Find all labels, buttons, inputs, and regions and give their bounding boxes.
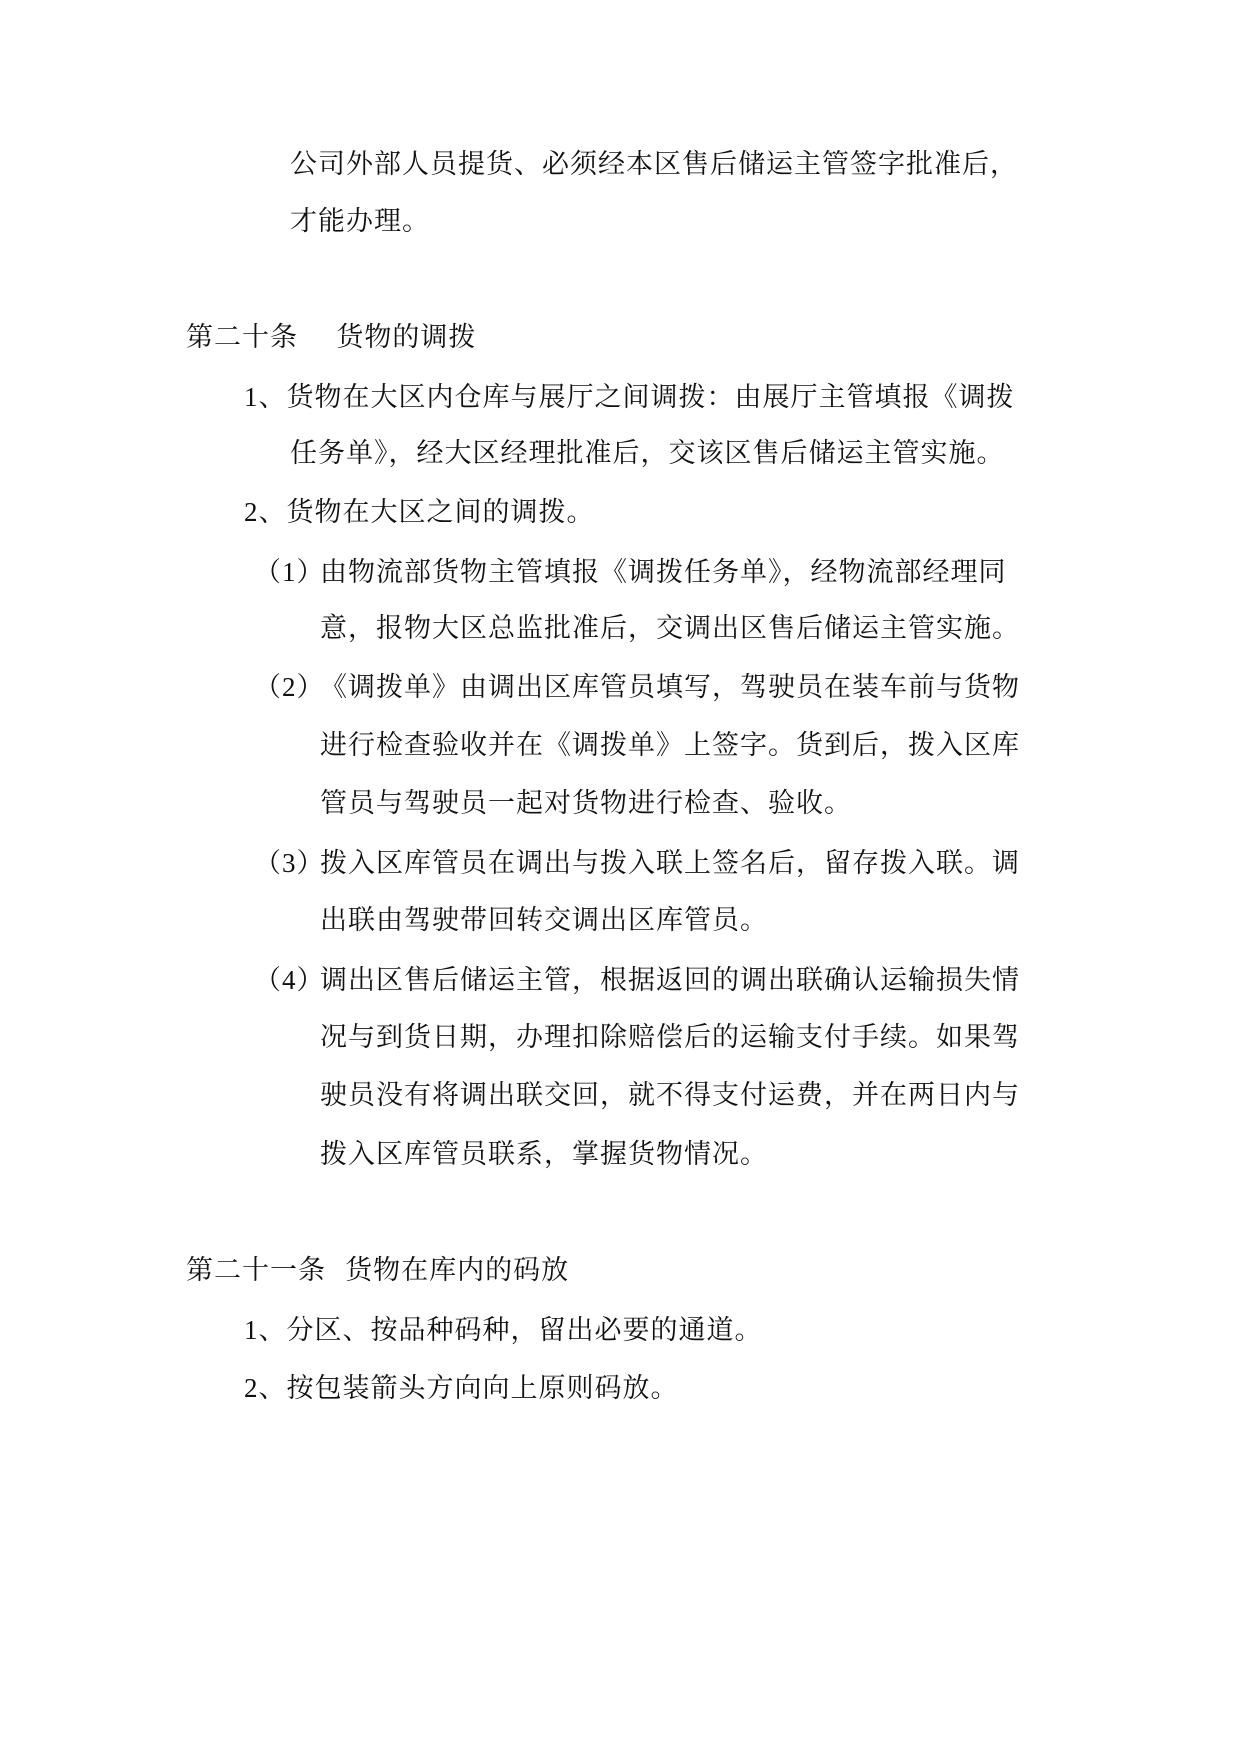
article-20-item-2 bbox=[244, 492, 595, 533]
sub-number: （4） bbox=[254, 965, 325, 995]
sub-text: 拨入区库管员在调出与拨入联上签名后，留存拨入联。调 bbox=[320, 848, 1020, 879]
article-20-sub-2 bbox=[254, 667, 1020, 708]
intro-line-2: 才能办理。 bbox=[290, 206, 430, 237]
item-number: 2、 bbox=[244, 1373, 287, 1403]
article-20-sub-1 bbox=[254, 552, 1007, 593]
item-text: 分区、按品种码种，留出必要的通道。 bbox=[286, 1315, 763, 1346]
item-text: 货物在大区之间的调拨。 bbox=[286, 497, 595, 528]
article-20-item-1-cont: 任务单》，经大区经理批准后，交该区售后储运主管实施。 bbox=[290, 438, 1005, 469]
item-text: 货物在大区内仓库与展厅之间调拨：由展厅主管填报《调拨 bbox=[286, 382, 1015, 413]
article-20-sub-4-cont-2: 驶员没有将调出联交回，就不得支付运费，并在两日内与 bbox=[320, 1080, 1020, 1111]
sub-number: （1） bbox=[254, 557, 325, 587]
article-20-sub-4-cont-3: 拨入区库管员联系，掌握货物情况。 bbox=[320, 1139, 768, 1170]
article-21-item-2 bbox=[244, 1368, 679, 1409]
sub-number: （2） bbox=[254, 672, 325, 702]
sub-number: （3） bbox=[254, 848, 325, 878]
article-20-heading: 第二十条 货物的调拨 bbox=[186, 322, 477, 353]
item-text: 按包装箭头方向向上原则码放。 bbox=[286, 1373, 679, 1404]
article-21-heading: 第二十一条 货物在库内的码放 bbox=[186, 1255, 570, 1286]
sub-text: 《调拨单》由调出区库管员填写，驾驶员在装车前与货物 bbox=[320, 672, 1020, 703]
item-number: 1、 bbox=[244, 382, 287, 412]
article-20-sub-2-cont-2: 管员与驾驶员一起对货物进行检查、验收。 bbox=[320, 788, 852, 819]
article-20-sub-3 bbox=[254, 843, 1020, 884]
sub-text: 调出区售后储运主管，根据返回的调出联确认运输损失情 bbox=[320, 965, 1020, 996]
article-20-sub-4 bbox=[254, 960, 1020, 1001]
intro-line-1: 公司外部人员提货、必须经本区售后储运主管签字批准后， bbox=[290, 149, 1018, 180]
article-20-sub-2-cont-1: 进行检查验收并在《调拨单》上签字。货到后，拨入区库 bbox=[320, 730, 1020, 761]
article-20-sub-3-cont: 出联由驾驶带回转交调出区库管员。 bbox=[320, 905, 768, 936]
article-20-sub-1-cont: 意，报物大区总监批准后，交调出区售后储运主管实施。 bbox=[320, 613, 1020, 644]
article-21-item-1 bbox=[244, 1310, 763, 1351]
item-number: 2、 bbox=[244, 497, 287, 527]
article-20-sub-4-cont-1: 况与到货日期，办理扣除赔偿后的运输支付手续。如果驾 bbox=[320, 1022, 1020, 1053]
item-number: 1、 bbox=[244, 1315, 287, 1345]
sub-text: 由物流部货物主管填报《调拨任务单》，经物流部经理同 bbox=[320, 557, 1007, 588]
article-20-item-1 bbox=[244, 377, 1015, 418]
